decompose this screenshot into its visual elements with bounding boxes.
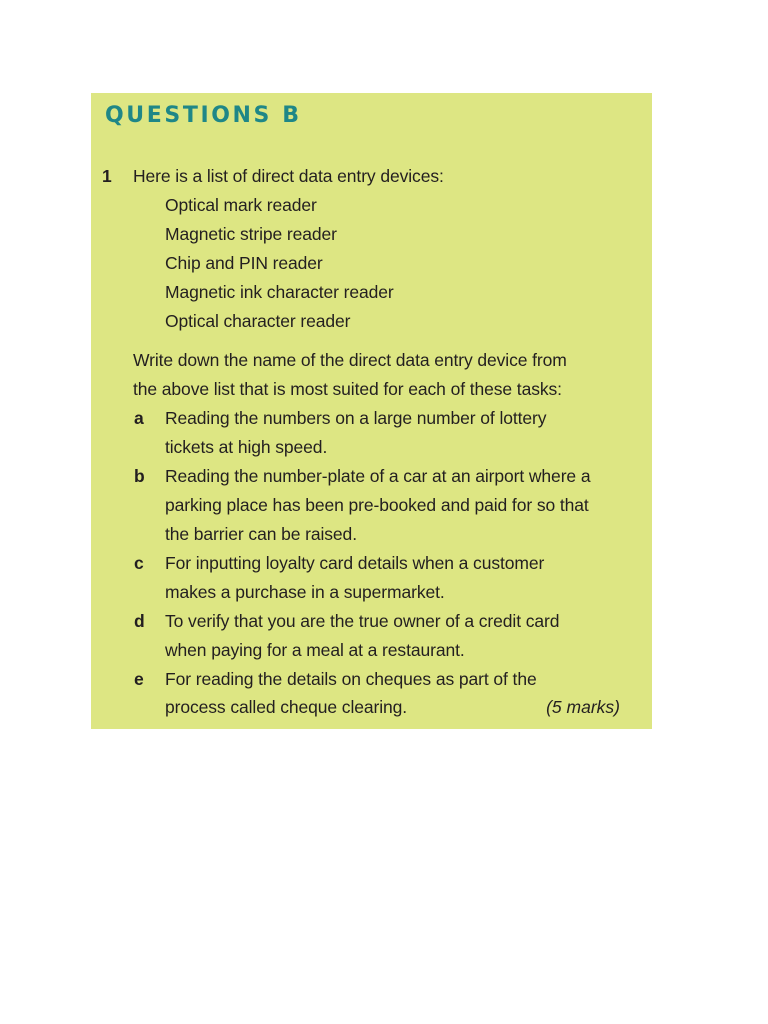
task-line: the barrier can be raised. xyxy=(165,524,357,544)
task-letter: e xyxy=(134,669,144,689)
task-line: process called cheque clearing. xyxy=(165,697,408,717)
task-line: For reading the details on cheques as part of the xyxy=(165,669,537,689)
device-list-item: Magnetic ink character reader xyxy=(165,282,394,302)
question-intro: Here is a list of direct data entry devices: xyxy=(133,166,444,186)
device-list-item: Magnetic stripe reader xyxy=(165,224,337,244)
instruction-line: the above list that is most suited for each of these tasks: xyxy=(133,379,562,399)
section-heading: QUESTIONS B xyxy=(105,103,302,128)
marks-label: (5 marks) xyxy=(546,697,620,717)
device-list-item: Chip and PIN reader xyxy=(165,253,323,273)
device-list-item: Optical mark reader xyxy=(165,195,317,215)
task-line: tickets at high speed. xyxy=(165,437,328,457)
question-number: 1 xyxy=(102,166,112,186)
task-line: To verify that you are the true owner of a credit card xyxy=(165,611,560,631)
task-letter: a xyxy=(134,408,144,428)
task-line: Reading the numbers on a large number of lottery xyxy=(165,408,547,428)
task-line: makes a purchase in a supermarket. xyxy=(165,582,445,602)
instruction-line: Write down the name of the direct data entry device from xyxy=(133,350,567,370)
task-line: when paying for a meal at a restaurant. xyxy=(165,640,465,660)
task-line: parking place has been pre-booked and paid for so that xyxy=(165,495,589,515)
task-line: Reading the number-plate of a car at an airport where a xyxy=(165,466,591,486)
task-letter: d xyxy=(134,611,145,631)
questions-panel xyxy=(91,93,652,729)
task-line: For inputting loyalty card details when a customer xyxy=(165,553,545,573)
task-letter: b xyxy=(134,466,145,486)
task-letter: c xyxy=(134,553,144,573)
device-list-item: Optical character reader xyxy=(165,311,351,331)
